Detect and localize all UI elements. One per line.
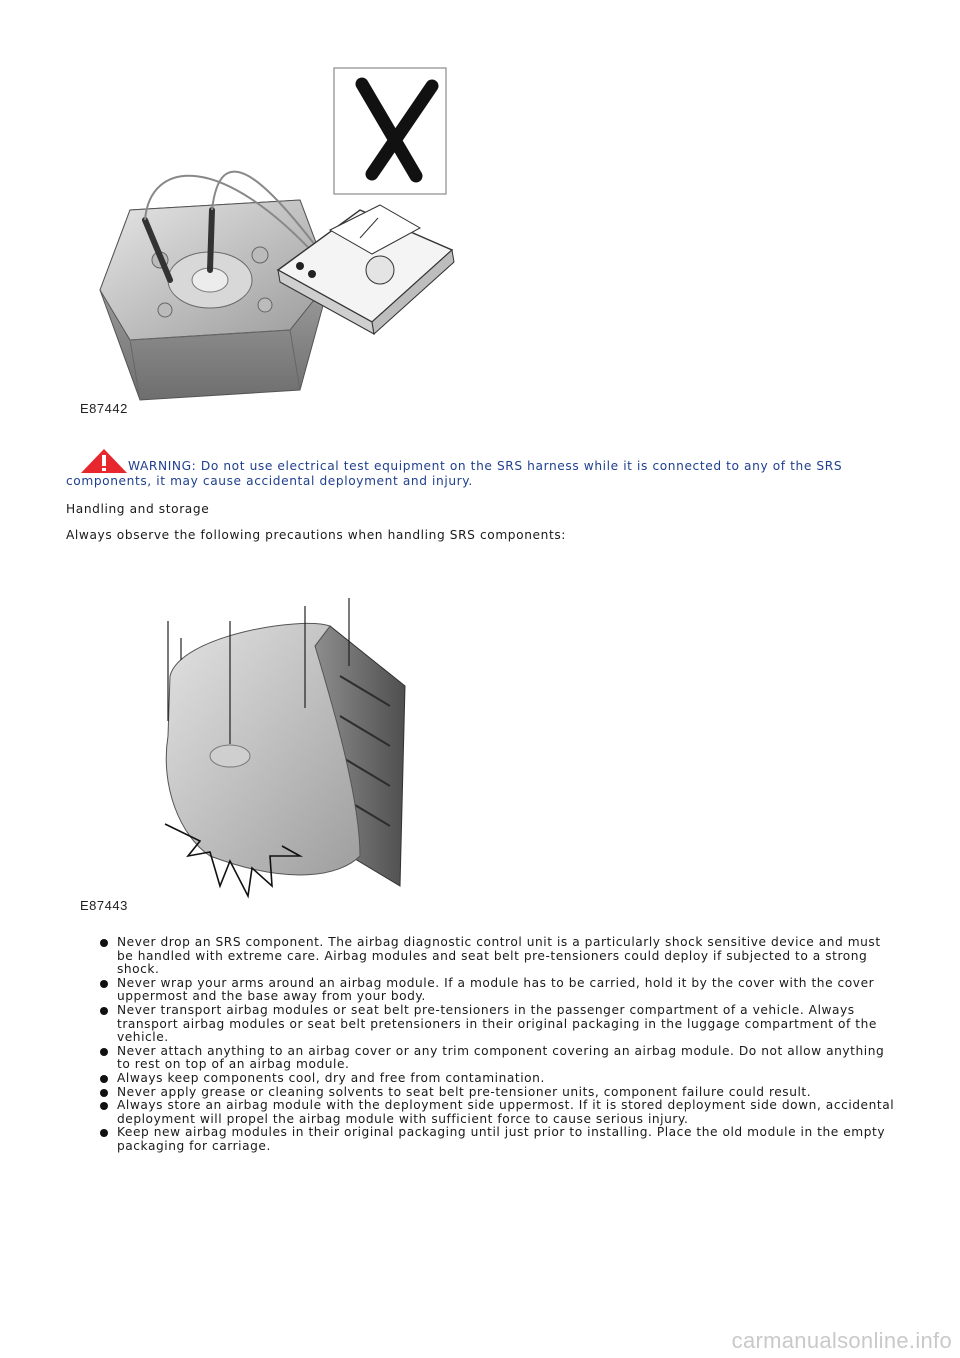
list-item: Never drop an SRS component. The airbag diagnostic control unit is a particularly shock sensitive device and must be handled with extreme care. Airbag modules and seat belt pre-tensioners could deploy if subjected to a strong shock. <box>100 936 900 977</box>
airbag-module-drawing <box>100 200 330 400</box>
list-item: Always keep components cool, dry and free from contamination. <box>100 1072 900 1086</box>
warning-text: WARNING: Do not use electrical test equipment on the SRS harness while it is connected to any of the SRS components, it may cause accidental deployment and injury. <box>66 459 843 488</box>
figure-label-e87443: E87443 <box>80 898 128 913</box>
list-item: Never wrap your arms around an airbag module. If a module has to be carried, hold it by the cover with the cover uppermost and the base away from your body. <box>100 977 900 1004</box>
figure-e87442-illustration <box>60 60 480 420</box>
warning-triangle-icon <box>80 448 128 474</box>
figure-label-e87442: E87442 <box>80 401 128 416</box>
section-intro: Always observe the following precautions when handling SRS components: <box>66 528 566 542</box>
section-heading: Handling and storage <box>66 502 210 516</box>
watermark: carmanualsonline.info <box>731 1328 952 1353</box>
list-item: Keep new airbag modules in their original packaging until just prior to installing. Place the old module in the empty packaging for carriage. <box>100 1126 900 1153</box>
warning-note <box>66 448 896 489</box>
list-item: Never attach anything to an airbag cover or any trim component covering an airbag module. Do not allow anything to rest on top of an airbag module. <box>100 1045 900 1072</box>
list-item: Never transport airbag modules or seat belt pre-tensioners in the passenger compartment of a vehicle. Always transport airbag modules or seat belt pretensioners in their original packaging in the luggage compartment of the vehicle. <box>100 1004 900 1045</box>
prohibited-x-icon <box>334 68 446 194</box>
list-item: Always store an airbag module with the deployment side uppermost. If it is stored deployment side down, accidental deployment will propel the airbag module with sufficient force to cause serious injury. <box>100 1099 900 1126</box>
list-item: Never apply grease or cleaning solvents to seat belt pre-tensioner units, component failure could result. <box>100 1086 900 1100</box>
figure-e87443-illustration <box>60 556 440 906</box>
precautions-list <box>100 936 900 1154</box>
airbag-module-drop-drawing <box>166 623 405 886</box>
